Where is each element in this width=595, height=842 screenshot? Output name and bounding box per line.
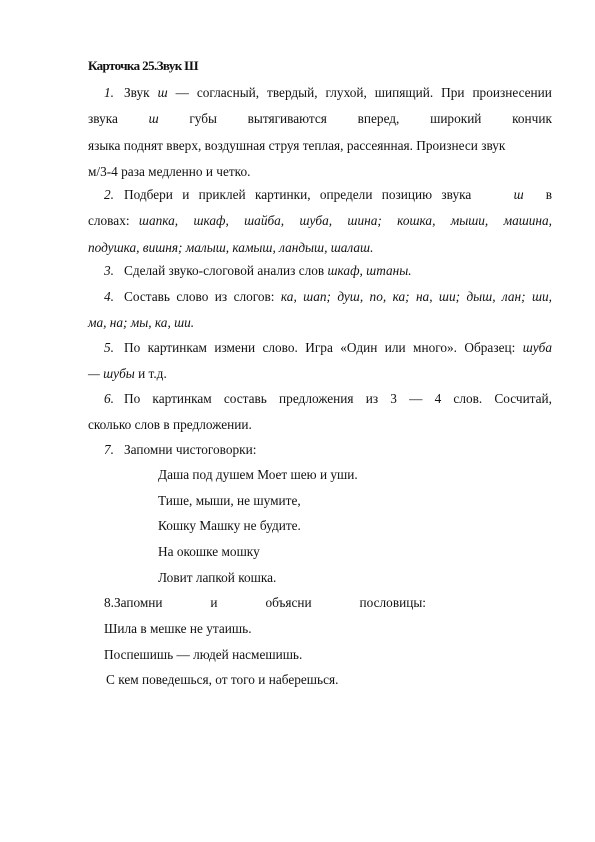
word: шипящий. [374, 85, 434, 100]
item-1-line-1 [88, 80, 552, 106]
item-3-line [88, 258, 552, 284]
item-6 [88, 386, 552, 439]
word: пословицы: [359, 595, 426, 610]
item-2 [88, 182, 552, 261]
tongue-twister-line: Тише, мыши, не шумите, [158, 493, 301, 508]
example-words: шапка, шкаф, шайба, шуба, шина; кошка, мыши, машина, [138, 213, 552, 229]
item-2-line-3: подушка, вишня; малыш, камыш, ландыш, шалаш. [88, 239, 374, 255]
item-1 [88, 80, 552, 185]
word: вытягиваются [247, 111, 327, 127]
item-2-line-1 [88, 182, 552, 208]
word: объясни [265, 595, 312, 610]
item-6-line-1 [88, 386, 552, 412]
analysis-words: шкаф, штаны. [327, 263, 412, 278]
item-7-text: Запомни чистоговорки: [124, 442, 257, 457]
word: вперед, [357, 111, 400, 127]
sound-letter: ш [513, 187, 524, 202]
tongue-twister-line: Ловит лапкой кошка. [158, 570, 277, 585]
item-5-text: По картинкам измени слово. Игра «Один или много». Образец: [124, 340, 516, 355]
item-6-line-2: сколько слов в предложении. [88, 417, 252, 433]
tongue-twister-line: На окошке мошку [158, 544, 260, 559]
item-5-line-2 [88, 361, 552, 387]
word: в [545, 187, 552, 202]
word: твердый, [267, 85, 318, 100]
word: кончик [512, 111, 552, 127]
item-4-line-2: ма, на; мы, ка, ши. [88, 315, 195, 331]
sound-letter: ш [148, 111, 159, 127]
item-4-text: Составь слово из слогов: [124, 289, 281, 304]
tongue-twister-line: Даша под душем Моет шею и уши. [158, 467, 358, 482]
item-number: 3. [104, 263, 114, 278]
item-number: 1. [104, 85, 114, 100]
item-number: 4. [104, 289, 114, 304]
word: При [441, 85, 465, 100]
proverb-line: Шила в мешке не утаишь. [104, 621, 252, 636]
sound-letter: ш [157, 85, 168, 100]
item-5-line-1 [88, 335, 552, 361]
card-title: Карточка 25.Звук Ш [88, 58, 198, 73]
word: произнесении [472, 85, 552, 100]
item-1-line-2 [88, 106, 552, 132]
word: согласный, [196, 85, 260, 100]
item-5-rest: и т.д. [134, 366, 167, 382]
item-7-line [88, 437, 552, 463]
item-5 [88, 335, 552, 388]
proverb-line: Поспешишь — людей насмешишь. [104, 647, 303, 662]
item-4 [88, 284, 552, 337]
item-1-line-3: языка поднят вверх, воздушная струя теплая, рассеянная. Произнеси звук [88, 137, 506, 153]
item-number: 6. [104, 391, 114, 406]
item-2-line-2 [88, 208, 552, 234]
item-2-prefix: словах: [88, 213, 130, 229]
item-3-text: Сделай звуко-слоговой анализ слов [124, 263, 328, 278]
plural-word: — шубы [88, 366, 135, 382]
sample-word: шуба [522, 340, 552, 355]
word: глухой, [325, 85, 367, 100]
word: широкий [430, 111, 482, 127]
word: 8.Запомни [104, 595, 163, 610]
item-3 [88, 258, 552, 284]
item-number: 2. [104, 187, 114, 202]
item-6-text: По картинкам составь предложения из 3 — 4 слов. Сосчитай, [124, 391, 552, 406]
word: и [210, 595, 218, 610]
item-8-line [104, 590, 426, 616]
item-number: 7. [104, 442, 114, 457]
word: — [175, 85, 189, 100]
item-7 [88, 437, 552, 463]
word: Звук [124, 85, 150, 100]
item-2-text: Подбери и приклей картинки, определи позицию звука [124, 187, 472, 202]
word: губы [189, 111, 217, 127]
item-number: 5. [104, 340, 114, 355]
item-1-line-4: м/3-4 раза медленно и четко. [88, 163, 251, 179]
syllables: ка, шап; душ, по, ка; на, ши; дыш, лан; ши, [280, 289, 552, 304]
tongue-twister-line: Кошку Машку не будите. [158, 518, 301, 533]
word: звука [88, 111, 118, 127]
item-8 [104, 590, 426, 616]
proverb-line: С кем поведешься, от того и наберешься. [106, 672, 339, 687]
item-4-line-1 [88, 284, 552, 310]
